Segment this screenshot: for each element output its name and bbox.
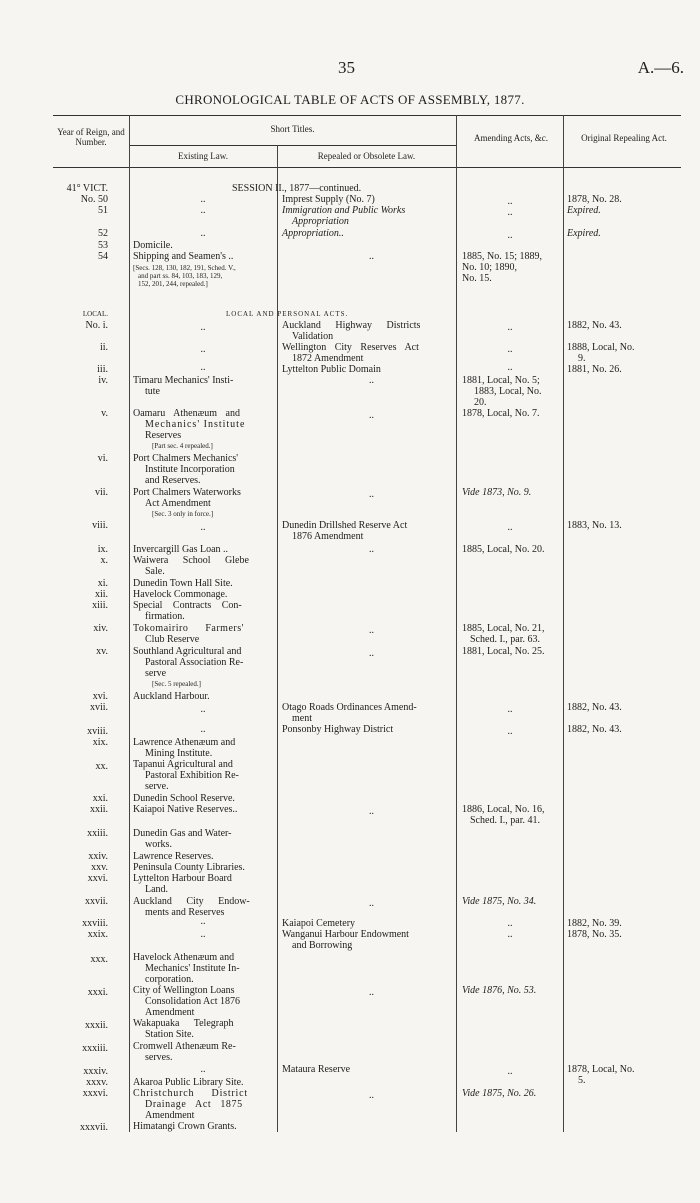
dots: .. <box>200 205 206 216</box>
dots: .. <box>507 918 513 929</box>
repealed-title: Wellington City Reserves Act <box>282 342 419 353</box>
dots: .. <box>369 625 374 636</box>
dots: .. <box>507 362 513 373</box>
act-number: xiv. <box>93 623 108 634</box>
act-number: xxvii. <box>84 896 108 907</box>
act-number: xx. <box>95 761 108 772</box>
existing-title: Port Chalmers Waterworks <box>133 487 241 498</box>
col-divider-2 <box>277 145 278 1132</box>
col-header-existing: Existing Law. <box>178 151 228 161</box>
repealed-title: Dunedin Drillshed Reserve Act <box>282 520 408 531</box>
repeal-note: [Secs. 128, 130, 182, 191, Sched. V., <box>133 264 236 272</box>
dots: .. <box>507 344 513 355</box>
existing-title-cont: ments and Reserves <box>145 907 225 918</box>
dots: .. <box>507 207 513 218</box>
existing-title: Lawrence Athenæum and <box>133 737 236 748</box>
existing-title-cont: Mechanics' Institute <box>145 419 246 430</box>
existing-title: Dunedin Gas and Water- <box>133 828 232 839</box>
existing-title-cont: Amendment <box>145 1110 195 1121</box>
existing-title-cont: firmation. <box>145 611 185 622</box>
dots: .. <box>507 322 513 333</box>
existing-title: Akaroa Public Library Site. <box>133 1077 244 1088</box>
act-number: 51 <box>98 205 108 216</box>
repealed-title-cont: Appropriation <box>292 216 349 227</box>
existing-title-cont: Consolidation Act 1876 <box>145 996 240 1007</box>
repeal-note: [Sec. 3 only in force.] <box>152 510 214 518</box>
existing-title-cont: Pastoral Exhibition Re- <box>145 770 239 781</box>
repealed-title: Auckland Highway Districts <box>282 320 421 331</box>
dots: .. <box>507 929 513 940</box>
document-reference: A.—6. <box>637 58 684 77</box>
amending-act: 1885, Local, No. 20. <box>462 544 545 555</box>
amending-act: 1883, Local, No. <box>474 386 542 397</box>
page-title: CHRONOLOGICAL TABLE OF ACTS OF ASSEMBLY, 1877. <box>175 92 525 107</box>
act-number: xxx. <box>90 954 108 965</box>
dots: .. <box>507 704 513 715</box>
amending-act: 1881, Local, No. 25. <box>462 646 545 657</box>
existing-title-cont: serve. <box>145 781 169 792</box>
existing-title: Kaiapoi Native Reserves.. <box>133 804 238 815</box>
short-titles-rule <box>129 145 456 146</box>
original-repealing-cont: 9. <box>578 353 586 364</box>
original-repealing-cont: 5. <box>578 1075 586 1086</box>
repealed-title: Lyttelton Public Domain <box>282 364 381 375</box>
dots: .. <box>507 196 513 207</box>
act-number: xxix. <box>87 929 108 940</box>
act-number: xxiv. <box>88 851 108 862</box>
amending-act: 1885, No. 15; 1889, <box>462 251 542 262</box>
dots: .. <box>200 704 206 715</box>
amending-act: 1885, Local, No. 21, <box>462 623 545 634</box>
existing-title-cont: Drainage Act 1875 <box>145 1099 243 1110</box>
original-repealing: 1878, No. 35. <box>567 929 622 940</box>
existing-title: City of Wellington Loans <box>133 985 235 996</box>
act-number: xxii. <box>89 804 108 815</box>
existing-title: Shipping and Seamen's .. <box>133 251 234 262</box>
existing-title: Timaru Mechanics' Insti- <box>133 375 234 386</box>
amending-act: Vide 1875, No. 26. <box>462 1088 537 1099</box>
header-bottom-rule <box>53 167 681 168</box>
existing-title-cont: works. <box>145 839 172 850</box>
act-number: xxxii. <box>84 1020 108 1031</box>
original-repealing: 1878, Local, No. <box>567 1064 635 1075</box>
dots: .. <box>507 1066 513 1077</box>
repealed-title: Otago Roads Ordinances Amend- <box>282 702 417 713</box>
repeal-note: [Sec. 5 repealed.] <box>152 680 201 688</box>
col-divider-3 <box>456 115 457 1132</box>
amending-act: 1886, Local, No. 16, <box>462 804 545 815</box>
amending-act: 1878, Local, No. 7. <box>462 408 540 419</box>
existing-title: Havelock Commonage. <box>133 589 228 600</box>
existing-title-cont: and Reserves. <box>145 475 201 486</box>
dots: .. <box>507 726 513 737</box>
act-number: xxxv. <box>86 1077 108 1088</box>
col-header-amending: Amending Acts, &c. <box>474 133 548 143</box>
existing-title: Tapanui Agricultural and <box>133 759 233 770</box>
existing-title-cont: tute <box>145 386 160 397</box>
act-number: x. <box>100 555 108 566</box>
act-number: xvii. <box>89 702 108 713</box>
act-number: xii. <box>94 589 108 600</box>
dots: .. <box>200 228 206 239</box>
act-number: 53 <box>98 240 108 251</box>
amending-act: 1881, Local, No. 5; <box>462 375 540 386</box>
existing-title: Domicile. <box>133 240 173 251</box>
col-divider-4 <box>563 115 564 1132</box>
amending-act: Vide 1875, No. 34. <box>462 896 537 907</box>
col-header-original: Original Repealing Act. <box>581 133 667 143</box>
original-repealing: 1882, No. 43. <box>567 702 622 713</box>
act-number: iv. <box>98 375 108 386</box>
existing-title-cont: Amendment <box>145 1007 195 1018</box>
repealed-title-cont: Validation <box>292 331 334 342</box>
act-number: xxvi. <box>87 873 108 884</box>
table-top-rule <box>53 115 681 116</box>
dots: .. <box>200 194 206 205</box>
repealed-title: Imprest Supply (No. 7) <box>282 194 375 205</box>
act-number: vii. <box>94 487 108 498</box>
existing-title: Peninsula County Libraries. <box>133 862 245 873</box>
existing-title: Christchurch District <box>133 1088 248 1099</box>
repealed-title-cont: 1876 Amendment <box>292 531 364 542</box>
original-repealing: 1882, No. 39. <box>567 918 622 929</box>
existing-title: Himatangi Crown Grants. <box>133 1121 237 1132</box>
existing-title-cont: Mining Institute. <box>145 748 213 759</box>
existing-title-cont: serves. <box>145 1052 173 1063</box>
original-repealing: 1882, No. 43. <box>567 724 622 735</box>
existing-title: Tokomairiro Farmers' <box>133 623 244 634</box>
dots: .. <box>369 375 374 386</box>
amending-act: Sched. I., par. 41. <box>470 815 540 826</box>
repealed-title: Wanganui Harbour Endowment <box>282 929 409 940</box>
act-number: xi. <box>97 578 108 589</box>
dots: .. <box>200 322 206 333</box>
repeal-note: [Part sec. 4 repealed.] <box>152 442 213 450</box>
act-number: xxv. <box>91 862 108 873</box>
original-repealing: 1883, No. 13. <box>567 520 622 531</box>
dots: .. <box>200 522 206 533</box>
repealed-title: Appropriation.. <box>282 228 344 239</box>
existing-title: Oamaru Athenæum and <box>133 408 240 419</box>
original-repealing: Expired. <box>567 228 601 239</box>
existing-title-cont: Station Site. <box>145 1029 194 1040</box>
act-number: iii. <box>97 364 108 375</box>
existing-title-cont: Pastoral Association Re- <box>145 657 244 668</box>
existing-title: Lawrence Reserves. <box>133 851 214 862</box>
act-number: xix. <box>92 737 108 748</box>
repealed-title: Mataura Reserve <box>282 1064 351 1075</box>
session-heading: SESSION II., 1877—continued. <box>232 183 362 194</box>
act-number: v. <box>101 408 108 419</box>
dots: .. <box>200 916 206 927</box>
act-number: xxi. <box>92 793 108 804</box>
col-header-year: Year of Reign, and Number. <box>57 127 125 147</box>
original-repealing: Expired. <box>567 205 601 216</box>
dots: .. <box>369 806 374 817</box>
existing-title: Auckland City Endow- <box>133 896 250 907</box>
dots: .. <box>200 344 206 355</box>
col-header-repealed: Repealed or Obsolete Law. <box>317 151 416 161</box>
act-number: xv. <box>96 646 108 657</box>
existing-title: Auckland Harbour. <box>133 691 210 702</box>
existing-title: Special Contracts Con- <box>133 600 242 611</box>
section-heading: LOCAL AND PERSONAL ACTS. <box>226 310 349 318</box>
amending-act: Vide 1873, No. 9. <box>462 487 532 498</box>
act-number: 54 <box>98 251 108 262</box>
act-number: xxxiv. <box>83 1066 108 1077</box>
existing-title: Port Chalmers Mechanics' <box>133 453 239 464</box>
amending-act: 20. <box>474 397 487 408</box>
existing-title-cont: Reserves <box>145 430 182 441</box>
act-number: No. 50 <box>80 194 108 205</box>
act-number: 52 <box>98 228 108 239</box>
act-number: ix. <box>97 544 108 555</box>
existing-title: Cromwell Athenæum Re- <box>133 1041 236 1052</box>
dots: .. <box>369 489 374 500</box>
amending-act: Vide 1876, No. 53. <box>462 985 537 996</box>
existing-title: Havelock Athenæum and <box>133 952 235 963</box>
repealed-title: Ponsonby Highway District <box>282 724 394 735</box>
year-label: 41° VICT. <box>66 183 108 194</box>
col-divider-1 <box>129 115 130 1132</box>
existing-title-cont: Sale. <box>145 566 165 577</box>
repeal-note: and part ss. 84, 103, 183, 129, <box>138 272 223 280</box>
repealed-title: Kaiapoi Cemetery <box>282 918 356 929</box>
dots: .. <box>369 898 374 909</box>
repealed-title: Immigration and Public Works <box>282 205 406 216</box>
dots: .. <box>200 362 206 373</box>
repeal-note: 152, 201, 244, repealed.] <box>138 280 208 288</box>
act-number: xviii. <box>87 726 108 737</box>
amending-act: No. 10; 1890, <box>462 262 517 273</box>
dots: .. <box>507 522 513 533</box>
dots: .. <box>200 929 206 940</box>
act-number: No. i. <box>85 320 108 331</box>
act-number: xxxi. <box>87 987 108 998</box>
act-number: xvi. <box>92 691 108 702</box>
existing-title-cont: Land. <box>145 884 169 895</box>
amending-act: No. 15. <box>462 273 492 284</box>
existing-title-cont: corporation. <box>145 974 194 985</box>
existing-title-cont: Institute Incorporation <box>145 464 235 475</box>
existing-title-cont: Mechanics' Institute In- <box>145 963 240 974</box>
year-label: LOCAL. <box>82 310 108 318</box>
dots: .. <box>369 251 374 262</box>
original-repealing: 1888, Local, No. <box>567 342 635 353</box>
original-repealing: 1882, No. 43. <box>567 320 622 331</box>
act-number: xxxvi. <box>82 1088 108 1099</box>
act-number: xxxiii. <box>82 1043 108 1054</box>
act-number: vi. <box>97 453 108 464</box>
existing-title-cont: Club Reserve <box>145 634 200 645</box>
dots: .. <box>200 724 206 735</box>
act-number: ii. <box>99 342 108 353</box>
existing-title: Southland Agricultural and <box>133 646 242 657</box>
existing-title-cont: Act Amendment <box>145 498 211 509</box>
page-number: 35 <box>338 58 355 77</box>
original-repealing: 1878, No. 28. <box>567 194 622 205</box>
dots: .. <box>369 987 374 998</box>
dots: .. <box>507 230 513 241</box>
act-number: xiii. <box>92 600 108 611</box>
act-number: xxviii. <box>82 918 108 929</box>
original-repealing: 1881, No. 26. <box>567 364 622 375</box>
col-header-short-titles: Short Titles. <box>270 124 315 134</box>
act-number: xxiii. <box>87 828 108 839</box>
existing-title: Invercargill Gas Loan .. <box>133 544 229 555</box>
dots: .. <box>369 648 374 659</box>
existing-title: Waiwera School Glebe <box>133 555 249 566</box>
repealed-title-cont: and Borrowing <box>292 940 353 951</box>
act-number: xxxvii. <box>79 1122 108 1133</box>
existing-title: Dunedin School Reserve. <box>133 793 235 804</box>
repealed-title-cont: 1872 Amendment <box>292 353 364 364</box>
existing-title-cont: serve <box>145 668 167 679</box>
existing-title: Wakapuaka Telegraph <box>133 1018 234 1029</box>
existing-title: Dunedin Town Hall Site. <box>133 578 233 589</box>
dots: .. <box>369 544 374 555</box>
existing-title: Lyttelton Harbour Board <box>133 873 232 884</box>
amending-act: Sched. I., par. 63. <box>470 634 540 645</box>
dots: .. <box>200 1064 206 1075</box>
dots: .. <box>369 1090 374 1101</box>
dots: .. <box>369 410 374 421</box>
act-number: viii. <box>92 520 108 531</box>
repealed-title-cont: ment <box>292 713 312 724</box>
